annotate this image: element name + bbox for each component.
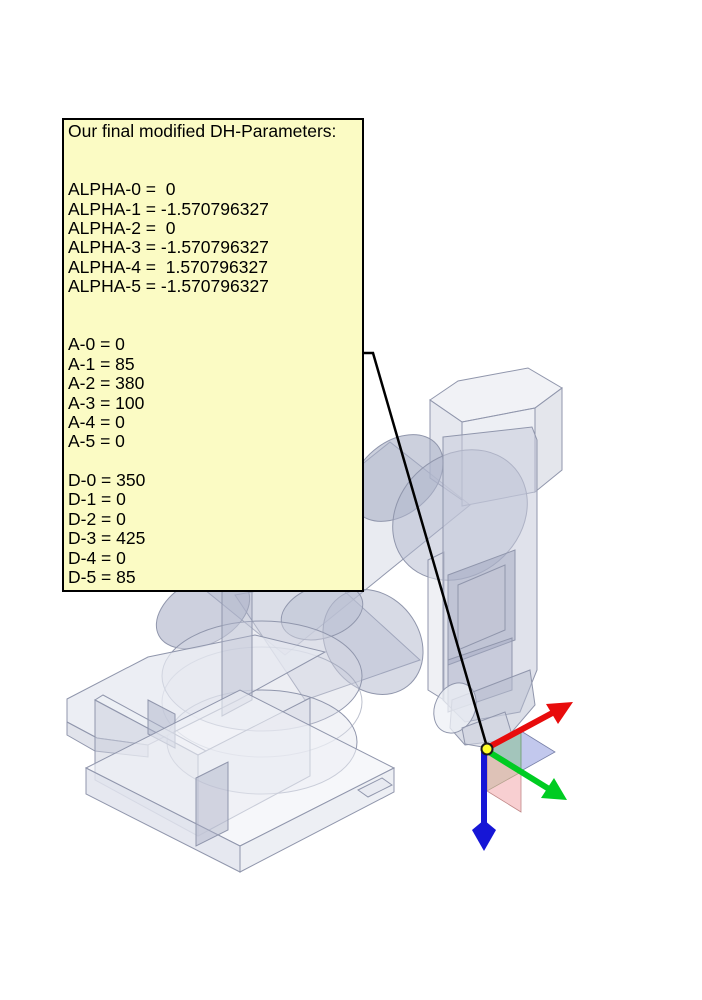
alpha-2-line: ALPHA-2 = 0 bbox=[68, 217, 176, 238]
d-3-line: D-3 = 425 bbox=[68, 528, 146, 549]
origin-marker bbox=[482, 744, 493, 755]
alpha-0-line: ALPHA-0 = 0 bbox=[68, 179, 176, 200]
a-1-line: A-1 = 85 bbox=[68, 353, 135, 374]
alpha-3-line: ALPHA-3 = -1.570796327 bbox=[68, 237, 269, 258]
a-0-line: A-0 = 0 bbox=[68, 334, 125, 355]
alpha-parameters-block bbox=[68, 180, 362, 296]
a-4-line: A-4 = 0 bbox=[68, 411, 125, 432]
a-3-line: A-3 = 100 bbox=[68, 392, 145, 413]
z-axis-arrowhead bbox=[472, 820, 496, 851]
d-4-line: D-4 = 0 bbox=[68, 547, 126, 568]
a-5-line: A-5 = 0 bbox=[68, 431, 125, 452]
d-0-line: D-0 = 350 bbox=[68, 470, 146, 491]
note-title: Our final modified DH-Parameters: bbox=[68, 121, 337, 141]
alpha-5-line: ALPHA-5 = -1.570796327 bbox=[68, 276, 269, 297]
d-2-line: D-2 = 0 bbox=[68, 508, 126, 529]
a-parameters-block bbox=[68, 335, 362, 451]
dh-parameters-note bbox=[62, 118, 364, 592]
alpha-4-line: ALPHA-4 = 1.570796327 bbox=[68, 256, 268, 277]
d-1-line: D-1 = 0 bbox=[68, 489, 126, 510]
d-parameters-block bbox=[68, 471, 362, 587]
d-5-line: D-5 = 85 bbox=[68, 567, 136, 588]
a-2-line: A-2 = 380 bbox=[68, 373, 145, 394]
alpha-1-line: ALPHA-1 = -1.570796327 bbox=[68, 198, 269, 219]
